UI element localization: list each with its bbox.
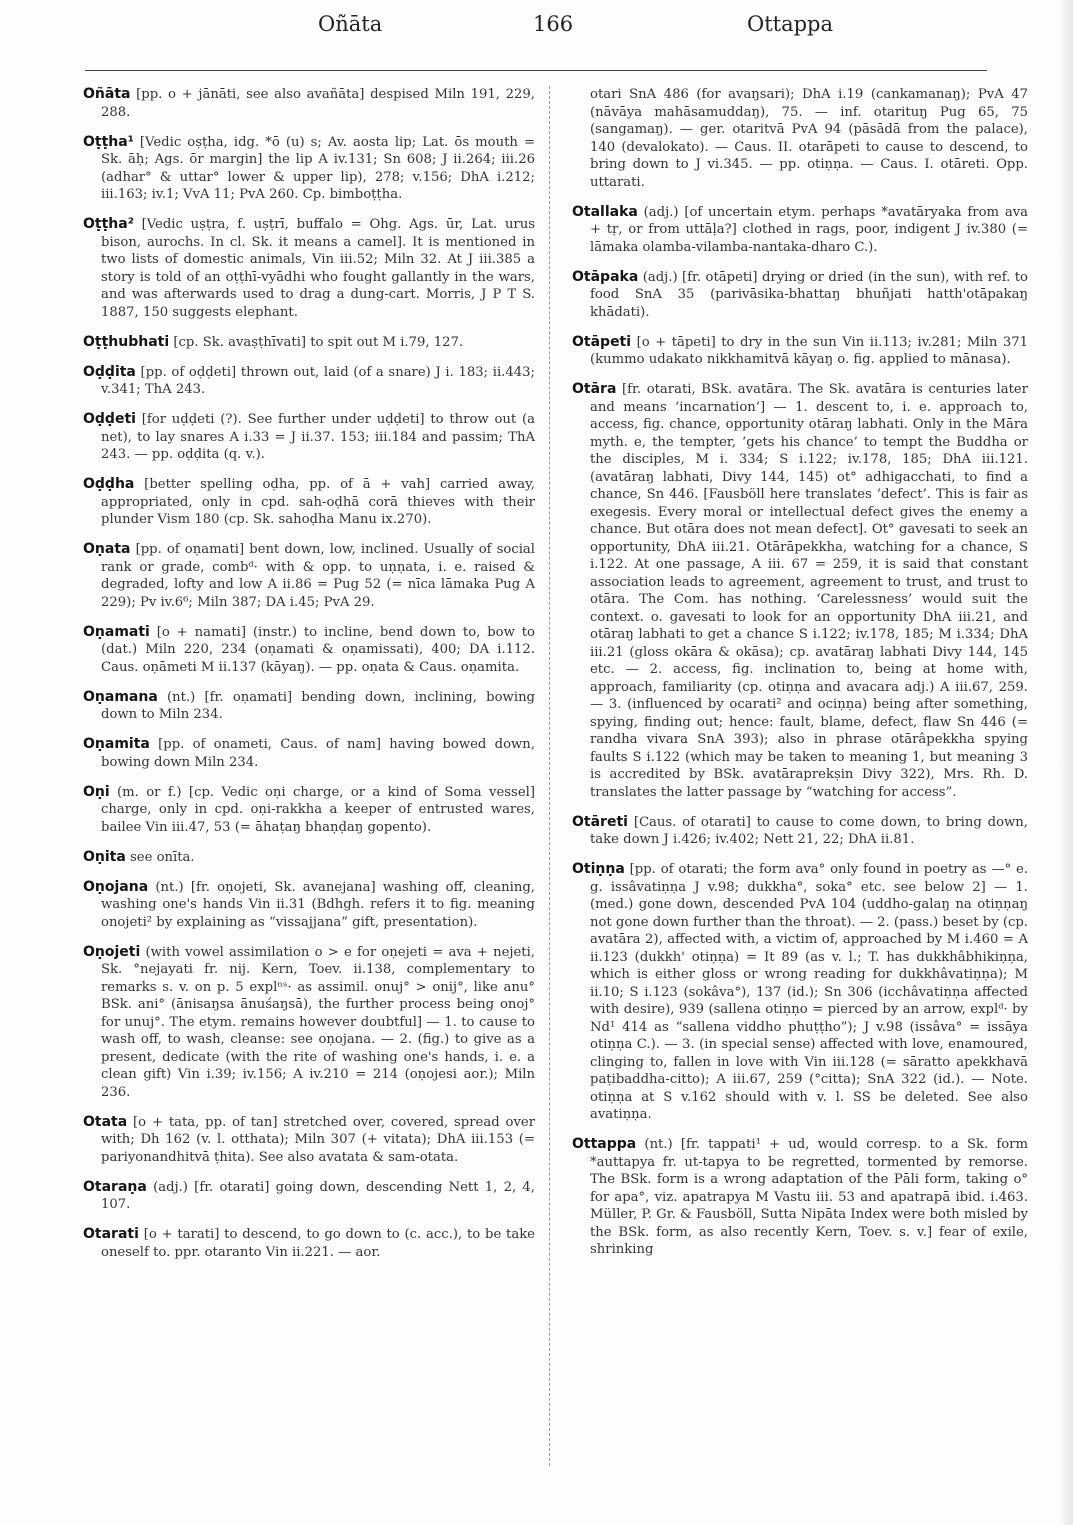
entry-definition: [pp. of oḍḍeti] thrown out, laid (of a snare) J i. 183; ii.443; v.341; ThA 243. <box>101 364 535 397</box>
entry-headword: Oṇamita <box>83 736 150 752</box>
entry-definition: [better spelling oḍha, pp. of ā + vah] carried away, appropriated, only in cpd. sah-oḍhā corā thieves with their plunder Vism 180 (cp. Sk. sahoḍha Manu ix.270). <box>101 477 535 527</box>
dictionary-entry <box>572 204 1028 257</box>
dictionary-entry <box>83 1179 535 1214</box>
dictionary-entry <box>83 411 535 464</box>
entry-headword: Otata <box>83 1113 128 1130</box>
entry-definition: [for uḍḍeti (?). See further under uḍḍeti] to throw out (a net), to lay snares A i.33 = J ii.37. 153; iii.184 and passim; ThA 243. — pp. oḍḍita (q. v.). <box>101 412 535 462</box>
entry-definition: [pp. of onameti, Caus. of nam] having bowed down, bowing down Miln 234. <box>101 737 535 770</box>
entry-definition: [o + tāpeti] to dry in the sun Vin ii.113; iv.281; Miln 371 (kummo udakato nikkhamitvā kāyaŋ o. fig. applied to mānasa). <box>590 334 1028 367</box>
left-guideword: Oñāta <box>318 12 383 36</box>
entry-definition: (nt.) [fr. oṇamati] bending down, inclining, bowing down to Miln 234. <box>101 689 535 722</box>
entry-definition: see onīta. <box>130 849 195 865</box>
entry-headword: Oṇamana <box>83 688 158 705</box>
dictionary-entry <box>83 736 535 771</box>
entry-definition: (adj.) [fr. otarati] going down, descending Nett 1, 2, 4, 107. <box>101 1179 535 1212</box>
dictionary-entry <box>83 364 535 399</box>
entry-definition: [o + namati] (instr.) to incline, bend down to, bow to (dat.) Miln 220, 234 (oṇamati & oṇamissati), 400; DA i.112. Caus. oṇāmeti M ii.137 (kāyaŋ). — pp. oṇata & Caus. oṇamita. <box>101 624 535 675</box>
entry-headword: Ottappa <box>572 1136 637 1152</box>
entry-definition: (with vowel assimilation o > e for oṇejeti = ava + nejeti, Sk. °nejayati fr. nij. Kern, Toev. ii.138, complementary to remarks s. v. on p. 5 explⁿˢ· as assimil. onuj° > onij°, like anu° BSk. ani° (ānisaŋsa ānuśaŋsā), the further process being onoj° for unuj°. The etym. remains however doubtful] — 1. to cause to wash off, to wash, cleanse: see oṇojana. — 2. (fig.) to give as a present, dedicate (with the rite of washing one's hands, i. e. a clean gift) Vin i.39; iv.156; A iv.210 = 214 (oṇojesi aor.); Miln 236. <box>101 944 535 1100</box>
dictionary-entry <box>83 1226 535 1261</box>
entry-headword: Oṇita <box>83 848 126 865</box>
dictionary-entry <box>572 861 1028 1124</box>
dictionary-entry <box>83 541 535 611</box>
entry-definition: [pp. of otarati; the form ava° only found in poetry as —° e. g. issâvatiṇṇa J v.98; dukkha°, soka° etc. see below 2] — 1. (med.) gone down, descended PvA 104 (uddho-galaŋ na otiṇṇaŋ not gone down further than the throat). — 2. (pass.) beset by (cp. avatāra 2), affected with, a victim of, approached by M i.460 = A ii.123 (dukkh' otiṇṇa) = It 89 (as v. l.; T. has dukkhâbhikiṇṇa, which is either gloss or wrong reading for dukkhâvatiṇṇa); M ii.10; S i.123 (sokâva°), 137 (id.); Sn 306 (icchâvatiṇṇa affected with desire), 939 (sallena otiṇṇo = pierced by an arrow, explᵈ· by Nd¹ 414 as “sallena viddho phuṭṭho”); J v.98 (issâva° = issāya otiṇṇa C.). — 3. (in special sense) affected with love, enamoured, clinging to, fallen in love with Vin iii.128 (= sāratto apekkhavā paṭibaddha-citto); A iii.67, 259 (°citta); SnA 322 (id.). — Note. otiṇṇa at S v.162 should with v. l. SS be deleted. See also avatiṇṇa. <box>590 862 1029 1122</box>
entry-headword: Oṭṭha¹ <box>83 133 134 150</box>
entry-definition: [o + tarati] to descend, to go down to (c. acc.), to be take oneself to. ppr. otaranto Vin ii.221. — aor. <box>101 1227 535 1260</box>
entry-headword: Otiṇṇa <box>572 861 625 877</box>
column-divider <box>549 86 550 1466</box>
header-rule <box>85 70 987 71</box>
right-column <box>572 86 1028 1271</box>
entry-headword: Oṇojeti <box>83 943 141 960</box>
entry-headword: Otāpeti <box>572 333 632 350</box>
entry-headword: Oṇojana <box>83 878 149 895</box>
dictionary-entry <box>572 334 1028 369</box>
entry-definition: [pp. of oṇamati] bent down, low, inclined. Usually of social rank or grade, combᵈ· with & opp. to uṇṇata, i. e. raised & degraded, lofty and low A ii.86 = Pug 52 (= nīca lāmaka Pug A 229); Pv iv.6⁶; Miln 387; DA i.45; PvA 29. <box>101 542 535 610</box>
entry-headword: Oṇi <box>83 783 110 800</box>
dictionary-entry <box>83 86 535 121</box>
dictionary-entry <box>83 476 535 529</box>
entry-definition: (adj.) [of uncertain etym. perhaps *avatāryaka from ava + tṛ, or from uttāḷa?] clothed in rags, poor, indigent J iv.380 (= lāmaka olamba-vilamba-nantaka-dharo C.). <box>590 204 1029 255</box>
dictionary-entry <box>83 849 535 867</box>
page-edge-shadow <box>1059 0 1073 1525</box>
dictionary-entry <box>83 624 535 677</box>
entry-definition: otari SnA 486 (for avaŋsari); DhA i.19 (cankamanaŋ); PvA 47 (nāvāya mahāsamuddaŋ), 75. — inf. otarituŋ Pug 65, 75 (sangamaŋ). — ger. otaritvā PvA 94 (pāsādā from the palace), 140 (devalokato). — Caus. II. otarāpeti to cause to descend, to bring down to J vi.345. — pp. otiṇṇa. — Caus. I. otāreti. Opp. uttarati. <box>590 87 1028 190</box>
dictionary-entry <box>572 814 1028 849</box>
entry-headword: Oṇata <box>83 541 131 557</box>
dictionary-entry <box>83 334 535 352</box>
dictionary-entry <box>83 944 535 1102</box>
dictionary-entry <box>572 1136 1028 1259</box>
dictionary-entry <box>83 784 535 837</box>
entry-headword: Oñāta <box>83 86 131 102</box>
entry-headword: Oṭṭhubhati <box>83 333 170 350</box>
entry-definition: [Vedic oṣṭha, idg. *ō (u) s; Av. aosta lip; Lat. ōs mouth = Sk. āḥ; Ags. ōr margin] the lip A iv.131; Sn 608; J ii.264; iii.26 (adhar° & uttar° lower & upper lip), 278; v.156; DhA i.212; iii.163; iv.1; VvA 11; PvA 260. Cp. bimboṭṭha. <box>101 134 535 202</box>
page-header <box>85 12 985 42</box>
entry-headword: Otāra <box>572 381 617 397</box>
dictionary-entry <box>83 1114 535 1167</box>
dictionary-entry <box>572 269 1028 322</box>
dictionary-entry <box>83 689 535 724</box>
entry-definition: (nt.) [fr. tappati¹ + ud, would corresp. to a Sk. form *auttapya fr. ut-tapya to be regretted, tormented by remorse. The BSk. form is a wrong adaptation of the Pāli form, taking o° for apa°, viz. apatrapya M Vastu iii. 53 and apatrapā ibid. i.463. Müller, P. Gr. & Fausböll, Sutta Nipāta Index were both misled by the BSk. form, as also recently Kern, Toev. s. v.] fear of exile, shrinking <box>590 1137 1028 1257</box>
entry-definition: [cp. Sk. avaṣṭhīvati] to spit out M i.79, 127. <box>173 334 464 350</box>
page-number: 166 <box>533 12 574 36</box>
dictionary-entry <box>83 134 535 204</box>
entry-definition: [fr. otarati, BSk. avatāra. The Sk. avatāra is centuries later and means ‘incarnation’] — 1. descent to, i. e. approach to, access, fig. chance, opportunity otāraŋ labhati. Only in the Māra myth. e, the tempter, ‘gets his chance’ to tempt the Buddha or the disciples, M i. 334; S i.122; iv.178, 185; DhA iii.121. (avatāraŋ labhati, Divy 144, 145) ot° adhigacchati, to find a chance, Sn 446. [Fausböll here translates ‘defect’. This is fair as exegesis. Every moral or intellectual defect gives the enemy a chance. But otāra does not mean defect]. Ot° gavesati to seek an opportunity, DhA iii.21. Otārāpekkha, watching for a chance, S i.122. At one passage, A iii. 67 = 259, it is said that constant association leads to agreement, agreement to trust, and trust to otāra. The Com. has nothing. ‘Carelessness’ would suit the context. o. gavesati to look for an opportunity DhA iii.21, and otāraŋ labhati to get a chance S i.122; iv.178, 185; M i.334; DhA iii.21 (gloss okāra & okāsa); cp. avatāraŋ labhati Divy 144, 145 etc. — 2. access, fig. inclination to, being at home with, approach, familiarity (cp. otiṇṇa and avacara adj.) A iii.67, 259. — 3. (influenced by ocarati² and ociṇṇa) being after something, spying, finding out; hence: fault, blame, defect, flaw Sn 446 (= randha vivara SnA 393); also in phrase otārâpekkha spying faults S i.122 (which may be taken to meaning 1, but meaning 3 is accredited by BSk. avatāraprekṣin Divy 322), Mrs. Rh. D. translates the latter passage by “watching for access”. <box>590 382 1028 800</box>
dictionary-entry <box>572 86 1028 191</box>
entry-headword: Otaraṇa <box>83 1178 147 1195</box>
entry-headword: Otāpaka <box>572 268 639 285</box>
left-column <box>83 86 535 1274</box>
dictionary-entry <box>572 381 1028 801</box>
entry-headword: Otallaka <box>572 203 638 220</box>
entry-headword: Oḍḍha <box>83 476 135 492</box>
entry-definition: [pp. o + jānāti, see also avañāta] despised Miln 191, 229, 288. <box>101 87 535 120</box>
entry-headword: Oṇamati <box>83 623 150 640</box>
entry-definition: [Vedic uṣṭra, f. uṣṭrī, buffalo = Ohg. Ags. ūr, Lat. urus bison, aurochs. In cl. Sk. it means a camel]. It is mentioned in two lists of domestic animals, Vin iii.52; Miln 32. At J iii.385 a story is told of an oṭṭhī-vyādhi who fought gallantly in the wars, and was afterwards used to drag a dung-cart. Morris, J P T S. 1887, 150 suggests elephant. <box>101 217 535 320</box>
entry-definition: [o + tata, pp. of tan] stretched over, covered, spread over with; Dh 162 (v. l. otthata); Miln 307 (+ vitata); DhA iii.153 (= pariyonandhitvā ṭhita). See also avatata & sam-otata. <box>101 1114 535 1165</box>
entry-definition: (nt.) [fr. oṇojeti, Sk. avanejana] washing off, cleaning, washing one's hands Vin ii.31 (Bdhgh. refers it to fig. meaning onojeti² by explaining as “vissajjana” gift, presentation). <box>101 879 535 930</box>
entry-definition: (adj.) [fr. otāpeti] drying or dried (in the sun), with ref. to food SnA 35 (parivāsika-bhattaŋ bhuñjati hatth'otāpakaŋ khādati). <box>590 269 1028 320</box>
entry-headword: Oṭṭha² <box>83 216 134 232</box>
entry-headword: Otāreti <box>572 813 628 830</box>
entry-definition: (m. or f.) [cp. Vedic oṇi charge, or a kind of Soma vessel] charge, only in cpd. oṇi-rakkha a keeper of entrusted wares, bailee Vin iii.47, 53 (= āhaṭaŋ bhaṇḍaŋ gopento). <box>101 784 535 835</box>
entry-definition: [Caus. of otarati] to cause to come down, to bring down, take down J i.426; iv.402; Nett 21, 22; DhA ii.81. <box>590 814 1028 847</box>
right-guideword: Ottappa <box>747 12 834 36</box>
entry-headword: Otarati <box>83 1226 139 1242</box>
entry-headword: Oḍḍeti <box>83 411 136 427</box>
dictionary-entry <box>83 216 535 321</box>
dictionary-entry <box>83 879 535 932</box>
entry-headword: Oḍḍita <box>83 363 136 380</box>
